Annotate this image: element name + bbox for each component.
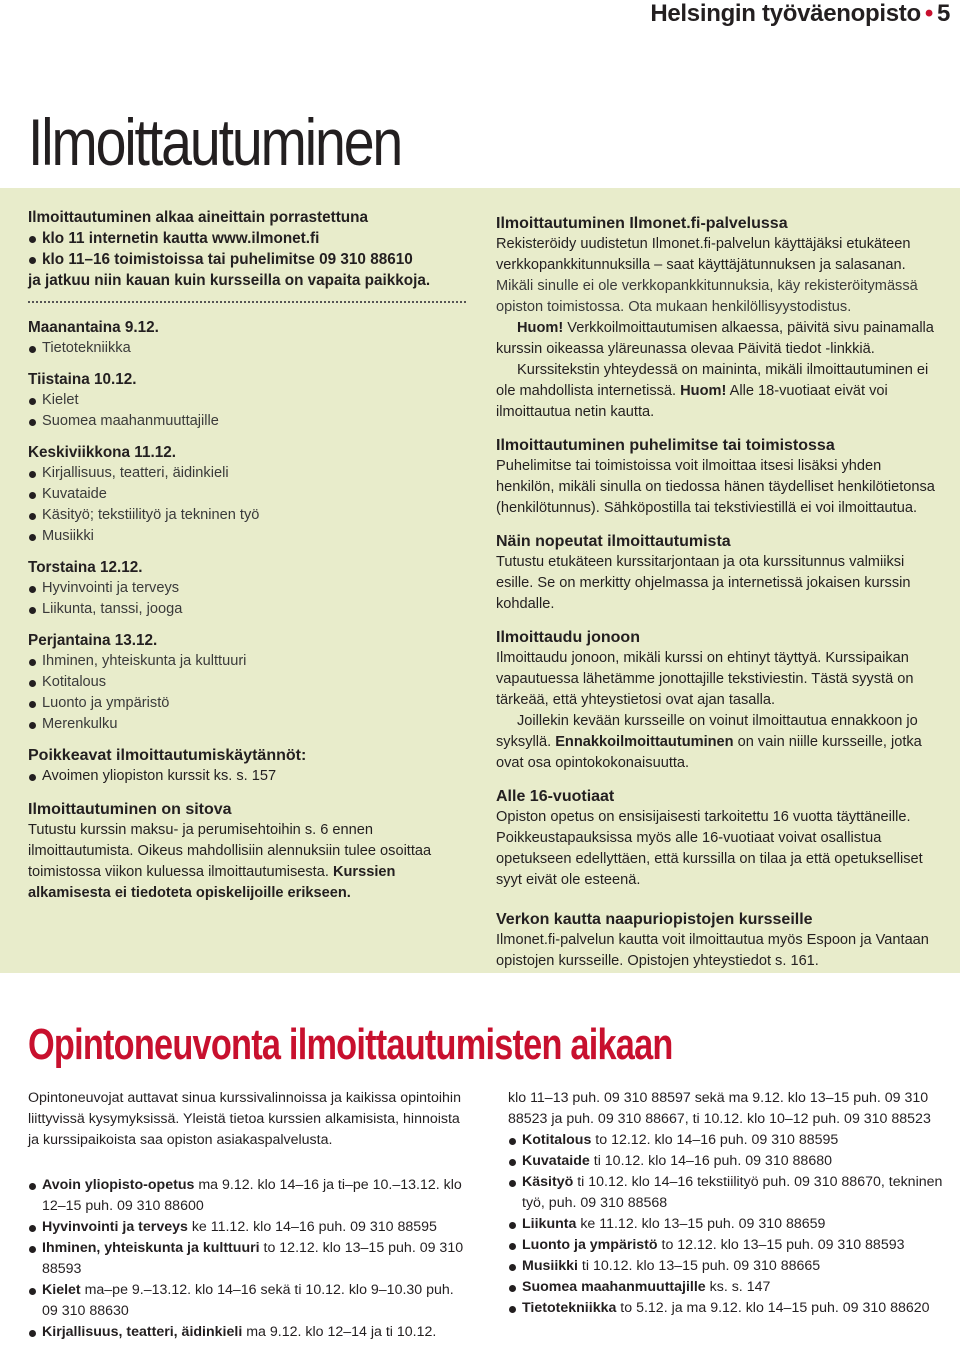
day-block-wednesday [28, 442, 468, 547]
right-column [496, 213, 936, 972]
day-item: Kirjallisuus, teatteri, äidinkieli [28, 463, 468, 484]
page-header [650, 0, 950, 28]
day-heading: Keskiviikkona 11.12. [28, 444, 176, 461]
header-title: Helsingin työväenopisto [650, 0, 921, 27]
binding-text: Tutustu kurssin maksu- ja perumisehtoihin s. 6 ennen ilmoittautumista. Oikeus mahdollisiin alennuksiin tulee osoittaa toimistossa viikon kuluessa ilmoittautumisesta. Kurssien alkamisesta ei tiedoteta opiskelijoille erikseen. [28, 822, 432, 901]
day-item: Tietotekniikka [28, 338, 468, 359]
ilmonet-register: Rekisteröidy uudistetun Ilmonet.fi-palvelun käyttäjäksi etukäteen verkkopankkitunnuksilla – saat käyttäjätunnuksen ja salasanan. [496, 236, 911, 273]
day-item: Käsityö; tekstiilityö ja tekninen työ [28, 505, 468, 526]
advice-right-column [508, 1088, 948, 1319]
bullet-phone: klo 11–16 toimistoissa tai puhelimitse 09 310 88610 [28, 249, 468, 270]
day-item: Kuvataide [28, 484, 468, 505]
advice-item: Kotitalous to 12.12. klo 14–16 puh. 09 310 88595 [508, 1130, 948, 1151]
neighbor-heading: Verkon kautta naapuriopistojen kursseille [496, 911, 813, 928]
advice-item: Hyvinvointi ja terveys ke 11.12. klo 14–16 puh. 09 310 88595 [28, 1217, 473, 1238]
day-item: Kielet [28, 390, 468, 411]
day-heading: Tiistaina 10.12. [28, 371, 137, 388]
advice-item: Avoin yliopisto-opetus ma 9.12. klo 14–16 ja ti–pe 10.–13.12. klo 12–15 puh. 09 310 88600 [28, 1175, 473, 1217]
day-heading: Maanantaina 9.12. [28, 319, 159, 336]
advice-item: Musiikki ti 10.12. klo 13–15 puh. 09 310 88665 [508, 1256, 948, 1277]
day-item: Kotitalous [28, 672, 468, 693]
advice-item: Kirjallisuus, teatteri, äidinkieli ma 9.12. klo 12–14 ja ti 10.12. [28, 1322, 473, 1343]
intro-continues: ja jatkuu niin kauan kuin kursseilla on vapaita paikkoja. [28, 272, 431, 289]
ilmonet-internet-note: Kurssitekstin yhteydessä on maininta, mikäli ilmoittautuminen ei ole mahdollista internetissä. Huom! Alle 18-vuotiaat eivät voi ilmoittautua netin kautta. [496, 362, 929, 420]
queue-heading: Ilmoittaudu jonoon [496, 629, 640, 646]
advice-item: Kuvataide ti 10.12. klo 14–16 puh. 09 310 88680 [508, 1151, 948, 1172]
day-item: Suomea maahanmuuttajille [28, 411, 468, 432]
phone-text: Puhelimitse tai toimistoissa voit ilmoittaa itsesi lisäksi yhden henkilön, mikäli sinulla on tiedossa hänen täydelliset henkilötietonsa (henkilötunnus). Sähköpostilla tai tekstiviestillä ei voi ilmoittautua. [496, 458, 935, 516]
day-block-friday [28, 630, 468, 735]
day-block-tuesday [28, 369, 468, 432]
advice-intro: Opintoneuvojat auttavat sinua kurssivalinnoissa ja kaikissa opintoihin liittyvissä kysymyksissä. Yleistä tietoa kurssien alkamisista, hinnoista ja kurssipaikoista saa opiston asiakaspalvelusta. [28, 1090, 461, 1148]
queue-advance: Joillekin kevään kursseille on voinut ilmoittautua ennakkoon jo syksyllä. Ennakkoilmoittautuminen on vain niille kursseille, jotka ovat osa opintokokonaisuutta. [496, 713, 922, 771]
day-heading: Perjantaina 13.12. [28, 632, 158, 649]
advice-item: Luonto ja ympäristö to 12.12. klo 13–15 puh. 09 310 88593 [508, 1235, 948, 1256]
day-item: Luonto ja ympäristö [28, 693, 468, 714]
advice-left-column [28, 1088, 473, 1343]
day-block-monday [28, 317, 468, 359]
intro-line: Ilmoittautuminen alkaa aineittain porrastettuna [28, 209, 368, 226]
exceptions-heading: Poikkeavat ilmoittautumiskäytännöt: [28, 747, 307, 764]
advice-item: Liikunta ke 11.12. klo 13–15 puh. 09 310 88659 [508, 1214, 948, 1235]
under16-text: Opiston opetus on ensisijaisesti tarkoitettu 16 vuotta täyttäneille. Poikkeustapauksissa myös alle 16-vuotiaat voivat osallistua opetukseen edellyttäen, että kurssilla on tilaa ja että opetukselliset syyt eivät ole esteenä. [496, 809, 923, 888]
ilmonet-no-bank: Mikäli sinulle ei ole verkkopankkitunnuksia, käy rekisteröitymässä opiston toimistossa. Ota mukaan henkilöllisyystodistus. [496, 278, 918, 315]
day-heading: Torstaina 12.12. [28, 559, 143, 576]
day-item: Merenkulku [28, 714, 468, 735]
section-title: Opintoneuvonta ilmoittautumisten aikaan [28, 1020, 673, 1069]
dotted-divider [28, 301, 466, 303]
left-column [28, 207, 468, 904]
advice-item: Käsityö ti 10.12. klo 14–16 tekstiilityö puh. 09 310 88670, tekninen työ, puh. 09 310 88568 [508, 1172, 948, 1214]
day-item: Musiikki [28, 526, 468, 547]
advice-item: Suomea maahanmuuttajille ks. s. 147 [508, 1277, 948, 1298]
advice-continuation: klo 11–13 puh. 09 310 88597 sekä ma 9.12. klo 13–15 puh. 09 310 88523 ja puh. 09 310 88667, ti 10.12. klo 10–12 puh. 09 310 88523 [508, 1090, 931, 1127]
advice-item: Kielet ma–pe 9.–13.12. klo 14–16 sekä ti 10.12. klo 9–10.30 puh. 09 310 88630 [28, 1280, 473, 1322]
bullet-separator-icon: • [924, 0, 933, 27]
neighbor-text: Ilmonet.fi-palvelun kautta voit ilmoittautua myös Espoon ja Vantaan opistojen kursseille. Opistojen yhteystiedot s. 161. [496, 932, 929, 969]
ilmonet-heading: Ilmoittautuminen Ilmonet.fi-palvelussa [496, 215, 788, 232]
ilmonet-huom: Huom! Verkkoilmoittautumisen alkaessa, päivitä sivu painamalla kurssin oikeassa yläreunassa olevaa Päivitä tiedot -linkkiä. [496, 320, 934, 357]
binding-bold-note: Kurssien alkamisesta ei tiedoteta opiskelijoille erikseen. [28, 864, 396, 901]
page-title: Ilmoittautuminen [28, 105, 402, 179]
under16-heading: Alle 16-vuotiaat [496, 788, 615, 805]
queue-text: Ilmoittaudu jonoon, mikäli kurssi on ehtinyt täyttyä. Kurssipaikan vapautuessa lähetämme jonottajille tekstiviestin. Tästä syystä on tärkeää, että yhteystietosi ovat ajan tasalla. [496, 650, 914, 708]
day-block-thursday [28, 557, 468, 620]
speedup-heading: Näin nopeutat ilmoittautumista [496, 533, 731, 550]
advice-item: Tietotekniikka to 5.12. ja ma 9.12. klo 14–15 puh. 09 310 88620 [508, 1298, 948, 1319]
day-item: Ihminen, yhteiskunta ja kulttuuri [28, 651, 468, 672]
day-item: Liikunta, tanssi, jooga [28, 599, 468, 620]
exceptions-item: Avoimen yliopiston kurssit ks. s. 157 [28, 766, 468, 787]
binding-heading: Ilmoittautuminen on sitova [28, 801, 232, 818]
phone-heading: Ilmoittautuminen puhelimitse tai toimistossa [496, 437, 835, 454]
bullet-internet: klo 11 internetin kautta www.ilmonet.fi [28, 228, 468, 249]
advice-item: Ihminen, yhteiskunta ja kulttuuri to 12.12. klo 13–15 puh. 09 310 88593 [28, 1238, 473, 1280]
day-item: Hyvinvointi ja terveys [28, 578, 468, 599]
speedup-text: Tutustu etukäteen kurssitarjontaan ja ota kurssitunnus valmiiksi esille. Se on merkitty ohjelmassa ja internetissä jokaisen kurssin kohdalle. [496, 554, 911, 612]
page-number: 5 [936, 0, 950, 27]
